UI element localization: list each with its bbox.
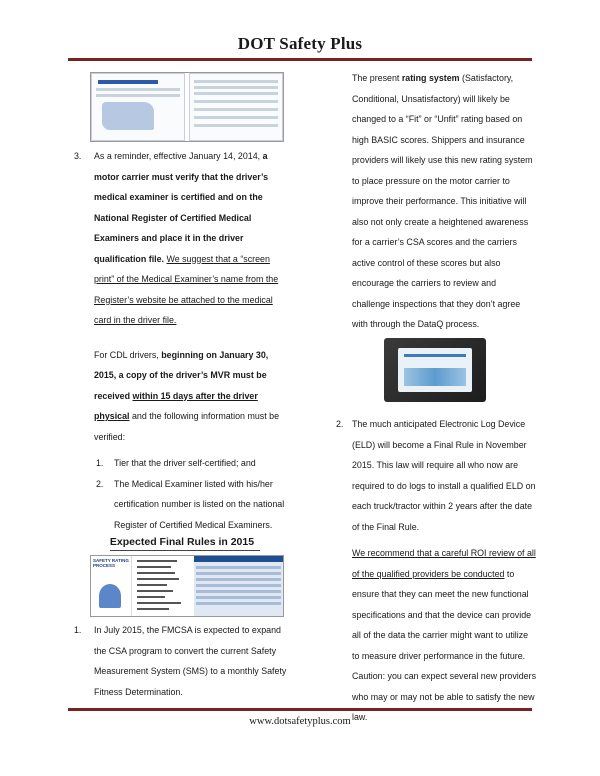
sub-list-text: The Medical Examiner listed with his/her certification number is listed on the national Register of Certified Medical Examiners. <box>114 478 285 530</box>
cdl-text-end: and the following information must be verified: <box>94 411 280 442</box>
item3-bold-text: a motor carrier must verify that the driver’s medical examiner is certified and on the National Register of Certified Medical Examiners and place it in the driver qualification file. <box>94 151 269 264</box>
register-website-screenshot <box>91 73 185 141</box>
list-number: 1. <box>74 625 82 635</box>
cdl-text: For CDL drivers, <box>94 349 162 360</box>
sms-website-screenshot <box>194 556 283 616</box>
tablet-eld-image <box>384 338 486 402</box>
safety-rating-graphic <box>91 556 132 616</box>
safety-rating-caption: SAFETY RATING PROCESS <box>93 558 129 568</box>
cdl-paragraph <box>72 345 292 448</box>
para-text: The present <box>352 73 402 83</box>
section-heading: Expected Final Rules in 2015 <box>109 536 255 548</box>
roi-text: to ensure that they can meet the new functional specifications and that the device can provide all of the data the carrier might want to utilize to measure driver performance in the future. Caution: you can expect several new providers who may or may not be able to satisfy the new law. <box>352 568 537 722</box>
sub-list-item <box>96 474 292 536</box>
item3-text: As a reminder, effective January 14, 2014, <box>94 151 263 161</box>
scale-icon <box>99 584 121 608</box>
rating-system-paragraph <box>322 68 536 335</box>
list-number: 3. <box>74 151 82 161</box>
safety-rating-process-image <box>90 555 284 617</box>
sub-list <box>72 453 292 535</box>
item3-paragraph <box>94 146 292 331</box>
tablet-screen <box>398 348 472 392</box>
item2-text: The much anticipated Electronic Log Device (ELD) will become a Final Rule in November 2015. This law will require all who now are required to do logs to install a qualified ELD on each truck/tractor within 2 years after the date of the Final Rule. <box>352 419 536 532</box>
rating-system-bold: rating system <box>401 73 460 83</box>
section-heading-underline <box>110 550 260 551</box>
list-item-1 <box>72 620 292 702</box>
register-screenshots-image <box>90 72 284 142</box>
sub-list-text: Tier that the driver self-certified; and <box>114 458 256 468</box>
list-number: 2. <box>336 419 344 429</box>
footer-rule <box>68 708 532 711</box>
rating-types-list-graphic <box>135 556 191 616</box>
page-title: DOT Safety Plus <box>237 34 363 53</box>
header-rule <box>68 58 532 61</box>
sub-list-number: 2. <box>96 478 104 489</box>
list-item-3 <box>72 146 292 331</box>
roi-underlined-text: We recommend that a careful ROI review of all of the qualified providers be conducted <box>352 548 536 579</box>
footer-url[interactable]: www.dotsafetyplus.com <box>249 716 351 727</box>
sub-list-number: 1. <box>96 458 104 468</box>
list-item-2 <box>322 414 536 728</box>
para-text: (Satisfactory, Conditional, Unsatisfactory) will likely be changed to a “Fit” or “Unfit” rating based on high BASIC scores. Shippers and insurance providers will likely use this new rating system to place pressure on the motor carrier to improve their performance. This initiative will also not only create a heightened awareness for a carrier’s CSA scores and the carriers active control of these scores but also encourage the carriers to review and challenge inspections that they don’t agree with through the DataQ process. <box>352 73 533 329</box>
left-column <box>72 146 292 535</box>
cdl-bold-underlined-text: within 15 days after the driver physical <box>94 390 258 421</box>
item3-underlined-text: We suggest that a “screen print” of the Medical Examiner’s name from the Register’s website be attached to the medical card in the driver file. <box>94 253 279 325</box>
cdl-bold-text: beginning on January 30, 2015, a copy of the driver’s MVR must be received <box>94 349 269 401</box>
item1-text: In July 2015, the FMCSA is expected to expand the CSA program to convert the current Safety Measurement System (SMS) to a monthly Safety Fitness Determination. <box>94 625 287 697</box>
sub-list-item <box>96 453 292 474</box>
medical-card-form-screenshot <box>189 73 283 141</box>
roi-paragraph <box>322 543 536 728</box>
right-column <box>322 68 536 335</box>
